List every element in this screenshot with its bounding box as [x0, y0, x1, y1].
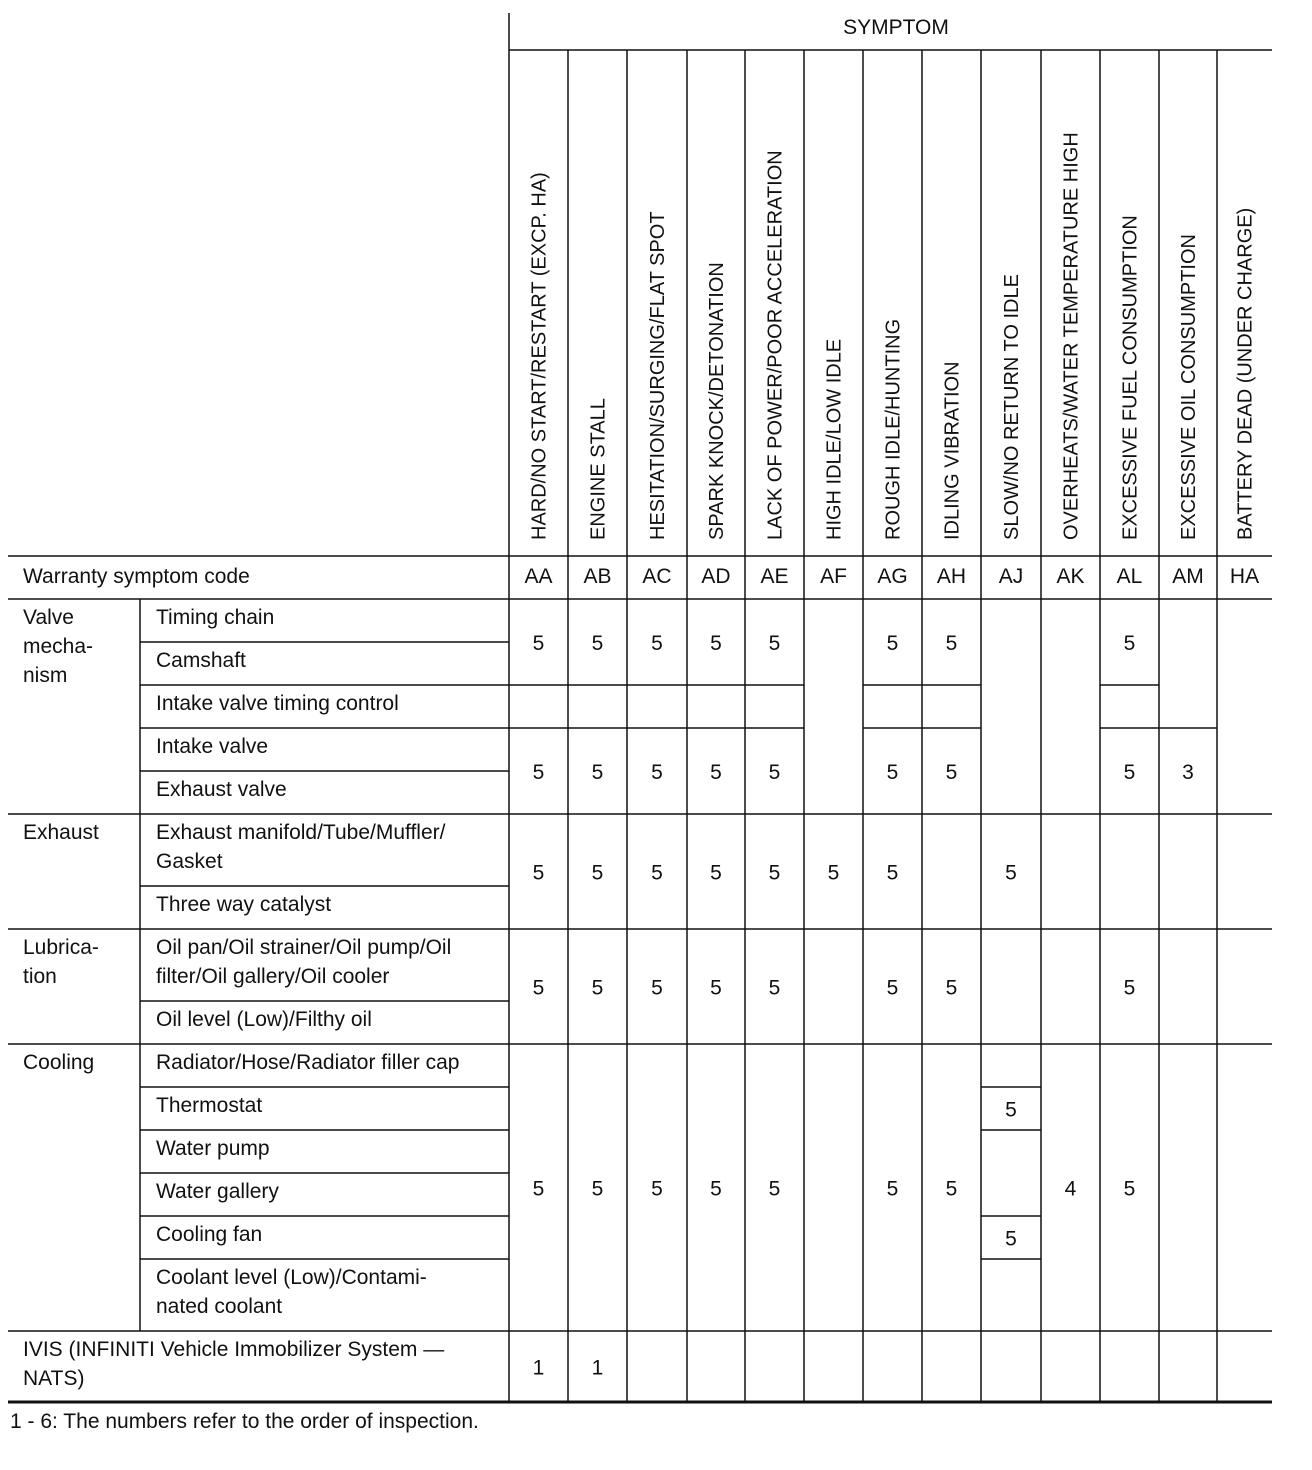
inspection-order-value: 5: [768, 632, 781, 655]
warranty-code: AJ: [998, 565, 1024, 588]
footnote: 1 - 6: The numbers refer to the order of inspection.: [10, 1410, 479, 1433]
warranty-code: AD: [701, 565, 731, 588]
inspection-order-value: 5: [591, 861, 604, 885]
symptom-label: HIGH IDLE/LOW IDLE: [823, 338, 846, 540]
inspection-order-value: 5: [532, 861, 545, 885]
group-label: tion: [23, 965, 57, 988]
symptom-label: OVERHEATS/WATER TEMPERATURE HIGH: [1060, 132, 1083, 540]
component-label: Three way catalyst: [156, 893, 332, 916]
component-label: Oil level (Low)/Filthy oil: [156, 1008, 372, 1031]
inspection-order-value: 5: [651, 861, 663, 885]
group-label: mecha-: [23, 635, 94, 658]
symptom-label: EXCESSIVE OIL CONSUMPTION: [1178, 234, 1200, 540]
warranty-code: AM: [1172, 565, 1204, 588]
group-label: IVIS (INFINITI Vehicle Immobilizer System —: [23, 1338, 445, 1361]
warranty-code: HA: [1229, 565, 1260, 588]
inspection-order-value: 1: [591, 1356, 604, 1380]
inspection-order-value: 5: [710, 632, 722, 655]
symptom-label: IDLING VIBRATION: [941, 361, 964, 540]
warranty-code-row-label: Warranty symptom code: [23, 565, 250, 588]
group-label: Exhaust: [23, 821, 99, 844]
inspection-order-value: 5: [1123, 976, 1136, 1000]
symptom-column-headers: [529, 132, 1257, 540]
inspection-order-value: 5: [532, 1177, 545, 1201]
inspection-order-value: 5: [945, 1177, 958, 1201]
inspection-order-value: 5: [827, 861, 840, 885]
component-label: Coolant level (Low)/Contami-: [156, 1266, 427, 1289]
inspection-order-value: 5: [651, 976, 663, 1000]
component-label: Timing chain: [156, 606, 275, 629]
warranty-code: AA: [524, 565, 553, 588]
inspection-order-value: 5: [651, 1177, 663, 1201]
inspection-order-value: 5: [768, 1177, 781, 1201]
inspection-order-value: 5: [886, 1177, 899, 1201]
warranty-code: AK: [1056, 565, 1085, 588]
inspection-order-value: 5: [591, 761, 604, 784]
component-label: Radiator/Hose/Radiator filler cap: [156, 1051, 460, 1074]
inspection-order-value: 5: [1005, 1227, 1017, 1251]
component-label: Exhaust valve: [156, 778, 287, 801]
warranty-code: AG: [877, 565, 908, 588]
inspection-order-value: 5: [710, 976, 722, 1000]
inspection-order-value: 5: [651, 761, 663, 784]
inspection-order-value: 5: [591, 1177, 604, 1201]
inspection-order-value: 5: [886, 861, 899, 885]
warranty-code: AB: [583, 565, 612, 588]
inspection-order-value: 5: [886, 976, 899, 1000]
inspection-order-value: 5: [768, 976, 781, 1000]
inspection-order-value: 5: [886, 761, 899, 784]
group-label: Lubrica-: [23, 936, 99, 959]
symptom-label: HARD/NO START/RESTART (EXCP. HA): [528, 172, 551, 540]
symptom-label: SLOW/NO RETURN TO IDLE: [1001, 274, 1023, 540]
symptom-label: LACK OF POWER/POOR ACCELERATION: [764, 150, 787, 540]
inspection-order-value: 5: [532, 632, 545, 655]
group-label: NATS): [23, 1367, 85, 1390]
group-label: nism: [23, 664, 68, 687]
inspection-order-value: 5: [768, 861, 781, 885]
warranty-code: AC: [642, 565, 672, 588]
warranty-code: AL: [1116, 565, 1143, 588]
inspection-order-value: 5: [591, 632, 604, 655]
inspection-order-value: 5: [591, 976, 604, 1000]
inspection-order-value: 5: [945, 976, 958, 1000]
inspection-order-value: 3: [1182, 761, 1194, 784]
component-label: Exhaust manifold/Tube/Muffler/: [156, 821, 446, 844]
component-label: Cooling fan: [156, 1223, 263, 1246]
symptom-label: BATTERY DEAD (UNDER CHARGE): [1234, 207, 1257, 540]
warranty-code-row: [23, 565, 1259, 588]
component-label: Water gallery: [156, 1180, 279, 1203]
warranty-code: AH: [936, 565, 967, 588]
component-label: Oil pan/Oil strainer/Oil pump/Oil: [156, 936, 452, 959]
symptom-label: ENGINE STALL: [587, 398, 610, 540]
inspection-order-value: 5: [1123, 632, 1136, 655]
symptom-label: HESITATION/SURGING/FLAT SPOT: [647, 211, 669, 540]
symptom-label: SPARK KNOCK/DETONATION: [706, 262, 728, 540]
component-label: filter/Oil gallery/Oil cooler: [156, 965, 390, 988]
symptom-label: EXCESSIVE FUEL CONSUMPTION: [1119, 215, 1142, 540]
component-label: Intake valve: [156, 735, 269, 758]
inspection-order-value: 5: [1005, 861, 1017, 885]
warranty-code: AE: [760, 565, 789, 588]
inspection-order-value: 5: [651, 632, 663, 655]
component-label: Gasket: [156, 850, 223, 873]
inspection-order-value: 5: [710, 761, 722, 784]
component-label: Thermostat: [156, 1094, 263, 1117]
inspection-order-value: 5: [1123, 761, 1136, 784]
inspection-order-value: 5: [710, 1177, 722, 1201]
component-row-labels: [23, 606, 459, 1390]
component-label: nated coolant: [156, 1295, 283, 1318]
inspection-order-value: 5: [532, 761, 545, 784]
inspection-order-value: 4: [1064, 1177, 1077, 1201]
component-label: Water pump: [156, 1137, 270, 1160]
symptom-header-title: SYMPTOM: [843, 16, 949, 39]
component-label: Intake valve timing control: [156, 692, 399, 715]
inspection-order-value: 5: [710, 861, 722, 885]
inspection-order-value: 5: [1005, 1098, 1017, 1122]
inspection-order-value: 5: [945, 632, 958, 655]
inspection-order-value: 1: [532, 1356, 545, 1380]
inspection-order-value: 5: [768, 761, 781, 784]
group-label: Cooling: [23, 1051, 95, 1074]
symptom-label: ROUGH IDLE/HUNTING: [882, 318, 905, 540]
inspection-order-value: 5: [945, 761, 958, 784]
inspection-order-value: 5: [532, 976, 545, 1000]
group-label: Valve: [23, 606, 74, 629]
inspection-order-value: 5: [1123, 1177, 1136, 1201]
inspection-order-value: 5: [886, 632, 899, 655]
component-label: Camshaft: [156, 649, 246, 672]
warranty-code: AF: [820, 565, 847, 588]
